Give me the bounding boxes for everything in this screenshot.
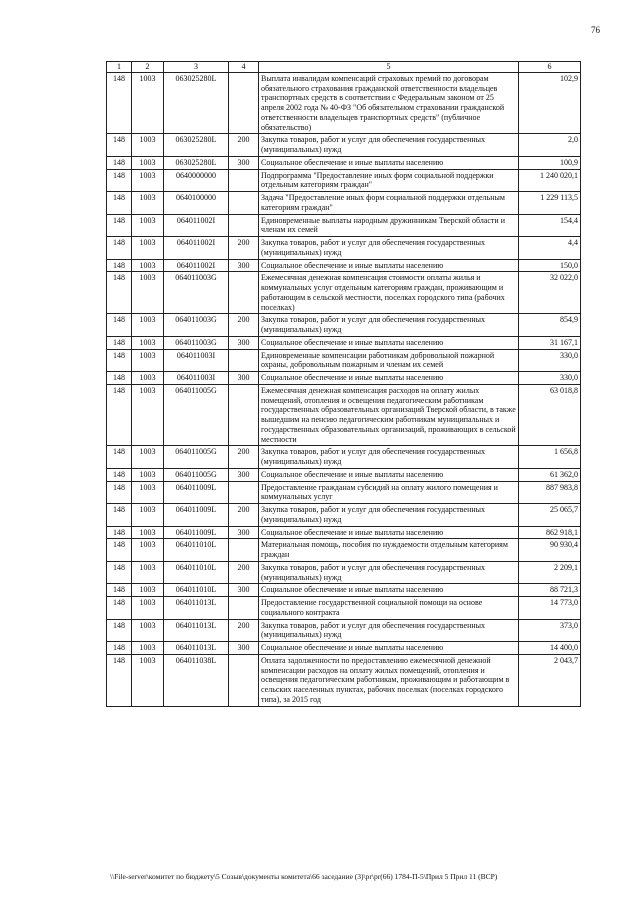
cell-expense-type: 200 <box>229 504 259 527</box>
cell-amount: 154,4 <box>519 214 581 237</box>
table-row <box>107 481 581 504</box>
cell-section-code: 1003 <box>132 134 164 157</box>
cell-admin-code: 148 <box>107 539 132 562</box>
cell-admin-code: 148 <box>107 259 132 272</box>
cell-description: Подпрограмма "Предоставление иных форм социальной поддержки отдельным категориям граждан" <box>259 169 519 192</box>
cell-admin-code: 148 <box>107 654 132 706</box>
cell-expense-type: 200 <box>229 561 259 584</box>
cell-amount: 88 721,3 <box>519 584 581 597</box>
cell-expense-type <box>229 72 259 134</box>
cell-section-code: 1003 <box>132 481 164 504</box>
cell-amount: 31 167,1 <box>519 336 581 349</box>
cell-section-code: 1003 <box>132 192 164 215</box>
cell-target-article: 063025280L <box>164 134 229 157</box>
column-header-1: 1 <box>107 62 132 73</box>
cell-target-article: 064011009L <box>164 481 229 504</box>
cell-amount: 854,9 <box>519 314 581 337</box>
table-row <box>107 619 581 642</box>
table-row <box>107 654 581 706</box>
table-row <box>107 272 581 314</box>
cell-admin-code: 148 <box>107 72 132 134</box>
cell-expense-type: 300 <box>229 259 259 272</box>
cell-section-code: 1003 <box>132 654 164 706</box>
cell-description: Закупка товаров, работ и услуг для обеспечения государственных (муниципальных) нужд <box>259 561 519 584</box>
table-row <box>107 237 581 260</box>
cell-admin-code: 148 <box>107 214 132 237</box>
cell-target-article: 064011009L <box>164 504 229 527</box>
cell-target-article: 063025280L <box>164 72 229 134</box>
column-header-4: 4 <box>229 62 259 73</box>
cell-target-article: 064011010L <box>164 539 229 562</box>
table-row <box>107 642 581 655</box>
cell-admin-code: 148 <box>107 642 132 655</box>
table-row <box>107 134 581 157</box>
cell-amount: 100,9 <box>519 156 581 169</box>
cell-admin-code: 148 <box>107 584 132 597</box>
cell-target-article: 0640000000 <box>164 169 229 192</box>
cell-section-code: 1003 <box>132 272 164 314</box>
cell-description: Выплата инвалидам компенсаций страховых премий по договорам обязательного страхования гражданской ответственности владельцев транспортных средств в соответствии с Федеральным законом от 25 апреля 2002 года № 40-ФЗ "Об обязательном страховании гражданской ответственности владельцев транспортных средств" (публичное обязательство) <box>259 72 519 134</box>
cell-admin-code: 148 <box>107 481 132 504</box>
cell-amount: 2 043,7 <box>519 654 581 706</box>
cell-admin-code: 148 <box>107 504 132 527</box>
column-header-6: 6 <box>519 62 581 73</box>
column-header-2: 2 <box>132 62 164 73</box>
cell-amount: 330,0 <box>519 349 581 372</box>
cell-expense-type <box>229 272 259 314</box>
cell-amount: 150,0 <box>519 259 581 272</box>
cell-description: Социальное обеспечение и иные выплаты населению <box>259 259 519 272</box>
cell-expense-type <box>229 481 259 504</box>
cell-target-article: 064011003I <box>164 372 229 385</box>
footer-file-path: \\File-server\комитет по бюджету\5 Созыв\документы комитета\66 заседание (3)\pr\pr(66) 1784-П-5\Прил 5 Прил 11 (ВСР) <box>110 872 498 881</box>
cell-expense-type <box>229 384 259 446</box>
cell-target-article: 064011002I <box>164 214 229 237</box>
cell-description: Закупка товаров, работ и услуг для обеспечения государственных (муниципальных) нужд <box>259 619 519 642</box>
cell-section-code: 1003 <box>132 526 164 539</box>
cell-admin-code: 148 <box>107 314 132 337</box>
cell-target-article: 064011013L <box>164 619 229 642</box>
table-row <box>107 372 581 385</box>
cell-expense-type <box>229 654 259 706</box>
cell-target-article: 064011003G <box>164 336 229 349</box>
cell-amount: 1 240 020,1 <box>519 169 581 192</box>
cell-amount: 330,0 <box>519 372 581 385</box>
cell-section-code: 1003 <box>132 336 164 349</box>
column-header-3: 3 <box>164 62 229 73</box>
cell-target-article: 0640100000 <box>164 192 229 215</box>
cell-admin-code: 148 <box>107 169 132 192</box>
cell-admin-code: 148 <box>107 446 132 469</box>
cell-expense-type <box>229 214 259 237</box>
table-row <box>107 561 581 584</box>
cell-section-code: 1003 <box>132 372 164 385</box>
table-row <box>107 468 581 481</box>
cell-target-article: 064011005G <box>164 384 229 446</box>
cell-expense-type: 300 <box>229 156 259 169</box>
cell-amount: 14 773,0 <box>519 597 581 620</box>
cell-target-article: 064011003G <box>164 314 229 337</box>
cell-target-article: 064011010L <box>164 584 229 597</box>
cell-section-code: 1003 <box>132 584 164 597</box>
table-header <box>107 62 581 73</box>
cell-amount: 1 656,8 <box>519 446 581 469</box>
cell-amount: 61 362,0 <box>519 468 581 481</box>
cell-section-code: 1003 <box>132 446 164 469</box>
cell-admin-code: 148 <box>107 526 132 539</box>
cell-description: Материальная помощь, пособия по нуждаемости отдельным категориям граждан <box>259 539 519 562</box>
cell-target-article: 064011009L <box>164 526 229 539</box>
table-row <box>107 504 581 527</box>
table-row <box>107 597 581 620</box>
table-row <box>107 259 581 272</box>
cell-description: Закупка товаров, работ и услуг для обеспечения государственных (муниципальных) нужд <box>259 237 519 260</box>
cell-description: Социальное обеспечение и иные выплаты населению <box>259 336 519 349</box>
cell-target-article: 064011013L <box>164 597 229 620</box>
cell-target-article: 064011005G <box>164 446 229 469</box>
table-row <box>107 72 581 134</box>
table-row <box>107 169 581 192</box>
cell-section-code: 1003 <box>132 314 164 337</box>
cell-section-code: 1003 <box>132 642 164 655</box>
cell-section-code: 1003 <box>132 468 164 481</box>
cell-expense-type: 300 <box>229 526 259 539</box>
cell-admin-code: 148 <box>107 336 132 349</box>
cell-description: Оплата задолженности по предоставлению ежемесячной денежной компенсации расходов на оплату жилых помещений, отопления и освещения педагогическим работникам, проживающим и работающим в сельских населенных пунктах, рабочих поселках (поселках городского типа), за 2015 год <box>259 654 519 706</box>
cell-expense-type: 300 <box>229 468 259 481</box>
cell-expense-type: 300 <box>229 336 259 349</box>
cell-expense-type <box>229 539 259 562</box>
cell-section-code: 1003 <box>132 561 164 584</box>
cell-amount: 25 065,7 <box>519 504 581 527</box>
cell-expense-type: 200 <box>229 314 259 337</box>
table-row <box>107 214 581 237</box>
cell-description: Предоставление гражданам субсидий на оплату жилого помещения и коммунальных услуг <box>259 481 519 504</box>
cell-admin-code: 148 <box>107 468 132 481</box>
cell-target-article: 064011002I <box>164 237 229 260</box>
table-row <box>107 336 581 349</box>
cell-section-code: 1003 <box>132 349 164 372</box>
cell-amount: 1 229 113,5 <box>519 192 581 215</box>
table-row <box>107 156 581 169</box>
cell-amount: 2,0 <box>519 134 581 157</box>
table-row <box>107 526 581 539</box>
budget-table <box>106 61 581 707</box>
cell-admin-code: 148 <box>107 597 132 620</box>
cell-amount: 32 022,0 <box>519 272 581 314</box>
cell-target-article: 064011038L <box>164 654 229 706</box>
cell-description: Закупка товаров, работ и услуг для обеспечения государственных (муниципальных) нужд <box>259 314 519 337</box>
cell-admin-code: 148 <box>107 156 132 169</box>
cell-section-code: 1003 <box>132 539 164 562</box>
column-header-5: 5 <box>259 62 519 73</box>
cell-description: Социальное обеспечение и иные выплаты населению <box>259 372 519 385</box>
cell-admin-code: 148 <box>107 349 132 372</box>
cell-expense-type: 300 <box>229 372 259 385</box>
cell-expense-type: 200 <box>229 446 259 469</box>
cell-section-code: 1003 <box>132 259 164 272</box>
cell-admin-code: 148 <box>107 619 132 642</box>
cell-expense-type <box>229 349 259 372</box>
cell-amount: 63 018,8 <box>519 384 581 446</box>
cell-amount: 90 930,4 <box>519 539 581 562</box>
table-row <box>107 192 581 215</box>
cell-admin-code: 148 <box>107 372 132 385</box>
cell-section-code: 1003 <box>132 237 164 260</box>
cell-target-article: 064011002I <box>164 259 229 272</box>
cell-expense-type: 300 <box>229 584 259 597</box>
cell-description: Ежемесячная денежная компенсация расходов на оплату жилых помещений, отопления и освещения педагогическим работникам государственных образовательных организаций Тверской области, в также вышедшим на пенсию педагогическим работникам муниципальных и государственных образовательных организаций, проживающих в сельской местности <box>259 384 519 446</box>
table-row <box>107 446 581 469</box>
cell-expense-type <box>229 597 259 620</box>
cell-section-code: 1003 <box>132 156 164 169</box>
cell-amount: 102,9 <box>519 72 581 134</box>
cell-description: Социальное обеспечение и иные выплаты населению <box>259 526 519 539</box>
cell-expense-type <box>229 192 259 215</box>
cell-expense-type: 200 <box>229 619 259 642</box>
cell-expense-type <box>229 169 259 192</box>
cell-description: Закупка товаров, работ и услуг для обеспечения государственных (муниципальных) нужд <box>259 134 519 157</box>
cell-amount: 14 400,0 <box>519 642 581 655</box>
cell-expense-type: 300 <box>229 642 259 655</box>
cell-admin-code: 148 <box>107 237 132 260</box>
cell-amount: 862 918,1 <box>519 526 581 539</box>
cell-target-article: 064011013L <box>164 642 229 655</box>
cell-admin-code: 148 <box>107 272 132 314</box>
cell-description: Социальное обеспечение и иные выплаты населению <box>259 584 519 597</box>
cell-section-code: 1003 <box>132 597 164 620</box>
cell-amount: 4,4 <box>519 237 581 260</box>
cell-expense-type: 200 <box>229 237 259 260</box>
cell-description: Закупка товаров, работ и услуг для обеспечения государственных (муниципальных) нужд <box>259 446 519 469</box>
cell-section-code: 1003 <box>132 384 164 446</box>
cell-amount: 373,0 <box>519 619 581 642</box>
table-row <box>107 539 581 562</box>
cell-section-code: 1003 <box>132 504 164 527</box>
cell-description: Предоставление государственной социальной помощи на основе социального контракта <box>259 597 519 620</box>
cell-description: Ежемесячная денежная компенсация стоимости оплаты жилья и коммунальных услуг отдельным категориям граждан, проживающим и работающим в сельской местности, поселках городского типа (рабочих поселках) <box>259 272 519 314</box>
cell-description: Единовременные компенсации работникам добровольной пожарной охраны, добровольным пожарным и членам их семей <box>259 349 519 372</box>
table-body <box>107 72 581 706</box>
cell-description: Закупка товаров, работ и услуг для обеспечения государственных (муниципальных) нужд <box>259 504 519 527</box>
cell-section-code: 1003 <box>132 214 164 237</box>
table-row <box>107 384 581 446</box>
cell-section-code: 1003 <box>132 619 164 642</box>
cell-description: Социальное обеспечение и иные выплаты населению <box>259 156 519 169</box>
cell-admin-code: 148 <box>107 384 132 446</box>
cell-target-article: 064011010L <box>164 561 229 584</box>
table-row <box>107 314 581 337</box>
cell-target-article: 064011003G <box>164 272 229 314</box>
cell-amount: 887 983,8 <box>519 481 581 504</box>
cell-description: Задача "Предоставление иных форм социальной поддержки отдельным категориям граждан" <box>259 192 519 215</box>
page-number: 76 <box>591 25 600 35</box>
cell-admin-code: 148 <box>107 192 132 215</box>
cell-target-article: 064011003I <box>164 349 229 372</box>
table-row <box>107 584 581 597</box>
cell-admin-code: 148 <box>107 134 132 157</box>
cell-target-article: 063025280L <box>164 156 229 169</box>
cell-description: Единовременные выплаты народным дружинникам Тверской области и членам их семей <box>259 214 519 237</box>
cell-target-article: 064011005G <box>164 468 229 481</box>
table-row <box>107 349 581 372</box>
cell-admin-code: 148 <box>107 561 132 584</box>
cell-amount: 2 209,1 <box>519 561 581 584</box>
cell-expense-type: 200 <box>229 134 259 157</box>
cell-description: Социальное обеспечение и иные выплаты населению <box>259 468 519 481</box>
cell-description: Социальное обеспечение и иные выплаты населению <box>259 642 519 655</box>
cell-section-code: 1003 <box>132 169 164 192</box>
cell-section-code: 1003 <box>132 72 164 134</box>
